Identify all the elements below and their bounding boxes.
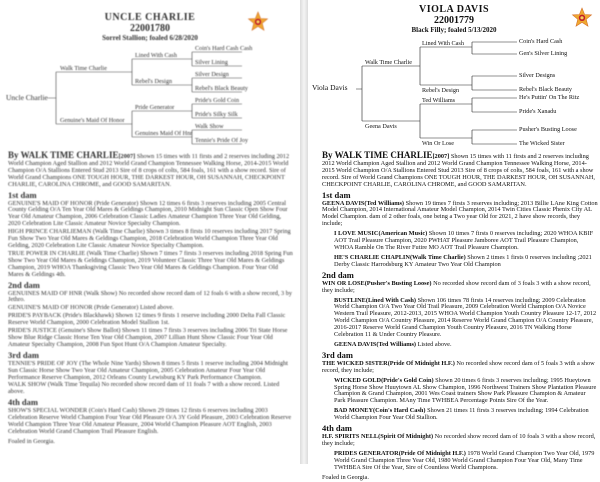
pedigree-sss: Coin's Hard Cash Cash xyxy=(195,45,253,52)
horse-sire: (Pusher's Busting Loose) xyxy=(364,279,432,287)
pedigree-dss: Pride's Gold Coin xyxy=(195,97,240,104)
section-heading: 3rd dam xyxy=(8,349,39,360)
offspring-entry: GENUINE'S MAID OF HONOR (Pride Generator) Shown 12 times 6 firsts 3 reserves including 2005 Central County Gelding O/A Ten Year Old Mares & Geldings Champion, 2010 Midnight Sun Classic Open Show Four Year Old Amateur Champion, 2006 Celebration Classic Ladies Amateur Champion Three Year Old Gelding, 2020 Celebration Lite Classic Amateur Novice Specialty Champion. xyxy=(8,199,288,228)
left-page xyxy=(0,0,300,464)
horse-name: HE'S CHARLIE CHAPLIN xyxy=(334,253,410,261)
left-body xyxy=(8,152,294,462)
star-badge-icon xyxy=(248,12,268,32)
pedigree-tree xyxy=(6,46,296,150)
offspring-entry: SHOW'S SPECIAL WONDER (Coin's Hard Cash) Shown 29 times 12 firsts 6 reserves including 2003 Celebration Reserve World Champion Four Year Old Pleasure O/A 3Y Gold Pleasure, 2003 Celebration Reserve World Champion Three Year Old Amateur Pleasure, 2004 World Champion Pleasure AOT English, 2003 Celebration World Grand Champion Trail Pleasure English. xyxy=(8,407,292,435)
section-heading: 1st dam xyxy=(8,189,37,200)
offspring-entry: HIGH PRINCE CHARLIEMAN (Walk Time Charlie) Shown 3 times 8 firsts 10 reserves including 2017 Spring Fun Show Two Year Old Mares & Geldings Champion, 2018 Celebration World Champion Three Year Old Gelding, 2020 Celebration Lite Classic Amateur Novice Specialty Champion. xyxy=(8,228,291,249)
horse-description: Sorrel Stallion; foaled 6/28/2020 xyxy=(102,34,198,42)
offspring-entry: GENUINES MAID OF HNR (Walk Show) No recorded show record dam of 12 foals 6 with a show record, 3 by Jethro. xyxy=(8,289,293,304)
record-text: No recorded show record dam of 5 foals 3 with a show record, they include; xyxy=(322,359,595,374)
record-text: Shown 106 times 78 firsts 14 reserves including; 2009 Celebration World Champion O/A Two Year Old Trail Pleasure, 2009 Celebration World Champion O/A Novice Western Trail Pleasure, 2012-2013, 2015 WHOA World Champion Youth Country Pleasure 12-17, 2012 World Champion O/A Country Pleasure, 2014 Reserve World Grand Champion O/A Country Pleasure, 2016-2017 Reserve World Grand Champion Youth Country Pleasure, 2016 TN Walking Horse Celebration 11 & Under Country Pleasure. xyxy=(334,296,597,339)
record-text: Shown 2 times 1 firsts 0 reserves including ;2021 Derby Classic Harrodsburg KY Amateur Two Year Old Champion xyxy=(334,253,592,268)
horse-sire: (Walk Time Charlie) xyxy=(409,253,466,261)
pedigree-sds: Silver Designs xyxy=(519,72,556,79)
record-text: Shown 21 times 11 firsts 3 reserves including; 1994 Celebration World Champion Four Year Old Stallion. xyxy=(334,407,589,422)
pedigree-dds: Pusher's Busting Loose xyxy=(519,126,577,133)
horse-sire: (Ted Williams) xyxy=(376,340,417,348)
offspring-entry xyxy=(322,342,598,349)
registration-number: 22001779 xyxy=(434,15,474,26)
right-page xyxy=(308,0,600,481)
record-text: Shown 20 times 6 firsts 3 reserves including; 1995 Hueytown Spring Horse Show Huuytown AL Show Champion, 1996 Northwest Trainers Show Plantation Pleasure Champion & Grand Champion, 2001 Wes Coast trainers Show Park Pleasure Champion & Amateur Park Pleasure Champion. MAny Time TWHBEA Percentage Points Sire Of the Year. xyxy=(334,376,597,405)
record-text: Shown 19 times 7 firsts 3 reserves including; 2013 Billie LAne King Cotton Model Champion, 2014 International Amateur Model Champion, 2014 Twin Cities Classic Phenix City AL Model Champion. dam of 2 other foals, one being a Two year Old for 2021, 2 have show records, they include; xyxy=(322,199,598,228)
intro-sire-year: [2007] xyxy=(118,153,136,160)
pedigree-dam: Geena Davis xyxy=(365,123,397,130)
horse-description: Black Filly; foaled 5/13/2020 xyxy=(411,26,497,34)
horse-name: H.F. SPIRITS NELL xyxy=(322,433,379,441)
offspring-entry: WALK SHOW (Walk Time Tequila) No recorded show record dam of 11 foals 7 with a show record. Listed above. xyxy=(8,381,280,396)
intro-sire-name: By WALK TIME CHARLIE xyxy=(8,150,119,160)
record-text: No recorded show record dam of 3 foals 3 with a show record, they include; xyxy=(322,279,591,294)
offspring-entry xyxy=(322,361,598,375)
pedigree-ddd: The Wicked Sister xyxy=(519,140,565,147)
pedigree-dam-sire: Pride Generator xyxy=(135,104,175,111)
intro-sire-year: [2007] xyxy=(432,153,450,160)
horse-name: WICKED GOLD xyxy=(334,376,382,384)
intro-text: Shown 15 times with 11 firsts and 2 reserves including 2012 World Champion Aged Stallion and 2012 World Grand Champion Tennessee Walking Horse, 2014-2015 World Champion O/A Stallions Entered Stud 2013 Sire of 8 crops of colts, 584 foals, 161 with a show record. Sire of World Grand Champions ONE TOUGH HOUR, THE DARKEST HOUR, OH SUSANNAH, CHECKPOINT CHARLIE, CAROLINA CHROME, and GOOD SAMARITAN. xyxy=(8,153,290,188)
star-badge-icon xyxy=(572,8,592,28)
section-heading: 4th dam xyxy=(8,397,38,408)
offspring-entry xyxy=(322,231,598,252)
pedigree-dsd: Pride's Silky Silk xyxy=(195,111,238,118)
sire-intro xyxy=(322,152,598,189)
pedigree-sdd: Rebel's Black Beauty xyxy=(195,85,249,92)
page-gutter xyxy=(300,0,308,464)
offspring-entry: GENUINE'S MAID OF HONOR (Pride Generator) Listed above. xyxy=(8,304,174,312)
footer-note: Foaled in Georgia. xyxy=(322,473,369,481)
pedigree-dam-dam: Win Or Lose xyxy=(422,140,455,147)
pedigree-sdd: Rebel's Black Beauty xyxy=(519,86,573,93)
horse-name: GEENA DAVIS xyxy=(334,340,377,348)
pedigree-sire: Walk Time Charlie xyxy=(60,65,107,72)
horse-name: PRIDES GENERATOR xyxy=(334,449,399,457)
section-heading: 2nd dam xyxy=(322,269,354,280)
offspring-entry xyxy=(322,434,598,448)
pedigree-sire: Walk Time Charlie xyxy=(365,59,412,66)
pedigree-ssd: Silver Lining xyxy=(195,59,228,66)
offspring-entry: TENNIE'S PRIDE OF JOY (The Whole Nine Yards) Shown 8 times 5 firsts 1 reserve including 2004 Midnight Sun Classic Horse Show Two Year Old Amateur Champion, 2005 Celebration Amateur Four Year Old Performance Reserve Champion, 2012 Orleans County Lewisburg KY Park Performance Champion. xyxy=(8,359,288,381)
left-dam-sections xyxy=(8,191,294,436)
pedigree-dss: He's Puttin' On The Ritz xyxy=(519,94,580,101)
horse-sire: (Spirit Of Midnight) xyxy=(378,433,434,441)
pedigree-ssd: Gen's Silver Lining xyxy=(519,50,568,57)
record-text: Listed above. xyxy=(416,340,452,348)
record-text: 1978 World Grand Champion Two Year Old, 1979 World Grand Champion Three Year Old, 1980 World Grand Champion Four Year Old, Many Time TWHBEA Sire Of the Year, Sire of Countless World Champions. xyxy=(334,449,595,471)
pedigree-sire-dam: Rebel's Design xyxy=(422,87,460,94)
pedigree-sire-sire: Lined With Cash xyxy=(135,52,177,59)
offspring-entry xyxy=(322,255,598,269)
horse-sire: (Ted Williams) xyxy=(364,199,405,207)
offspring-entry xyxy=(322,281,598,295)
right-body xyxy=(322,150,598,481)
horse-sire: (Pride Of Midnight H.F.) xyxy=(398,449,466,457)
sire-intro xyxy=(8,152,294,189)
record-text: No recorded show record dam of 10 foals 3 with a show record, they include; xyxy=(322,433,596,447)
pedigree-tree xyxy=(312,38,598,150)
pedigree-dsd: Pride's Xanadu xyxy=(519,108,557,115)
registration-number: 22001780 xyxy=(130,23,170,34)
pedigree-ddd: Tennie's Pride Of Joy xyxy=(195,137,249,144)
section-heading: 4th dam xyxy=(322,423,352,434)
horse-name: GEENA DAVIS xyxy=(322,199,365,207)
right-header xyxy=(308,4,600,34)
horse-name: I LOVE MUSIC xyxy=(334,230,379,238)
section-heading: 1st dam xyxy=(322,189,351,200)
offspring-entry xyxy=(322,451,598,472)
intro-text: Shown 15 times with 11 firsts and 2 reserves including 2012 World Champion Aged Stallion and 2012 World Grand Champion Tennessee Walking Horse, 2014-2015 World Champion O/A Stallions Entered Stud 2013 Sire of 8 crops of colts, 584 foals, 161 with a show record. Sire of World Grand Champions ONE TOUGH HOUR, THE DARKEST HOUR, OH SUSANNAH, CHECKPOINT CHARLIE, CAROLINA CHROME, and GOOD SAMARITAN. xyxy=(322,153,595,188)
pedigree-dam: Genuine's Maid Of Honor xyxy=(60,117,125,124)
section-heading: 2nd dam xyxy=(8,279,40,290)
horse-name: BAD MONEY xyxy=(334,407,374,415)
pedigree-dam-sire: Ted Williams xyxy=(422,97,456,104)
horse-sire: (American Music) xyxy=(378,230,428,238)
record-text: Shown 10 times 7 firsts 0 reserves including; 2020 WHOA KBIF AOT Trail Pleasure Champion, 2020 PWHAT Pleasure Jamboree AOT Trail Pleasure Champion, WHOA Ramble On The River Futire MO AOT Trail Pleasure Champion. xyxy=(334,230,594,251)
pedigree-dam-dam: Genuines Maid Of Hnr xyxy=(135,130,193,137)
pedigree-sss: Coin's Hard Cash xyxy=(519,38,563,45)
pedigree-sire-sire: Lined With Cash xyxy=(422,40,464,47)
offspring-entry xyxy=(322,408,598,422)
pedigree-dds: Walk Show xyxy=(195,123,224,130)
horse-sire: (Pride Of Midnight H.F.) xyxy=(387,359,455,367)
pedigree-sire-dam: Rebel's Design xyxy=(135,78,173,85)
horse-name: UNCLE CHARLIE xyxy=(104,12,196,23)
offspring-entry: PRIDE'S JUSTICE (Genuine's Show Ballot) Shown 11 times 7 firsts 3 reserves including 2006 Tri State Horse Show Blue Ridge Classic Horse Ten Year Old Champion, 2007 Lillian Hunt Show Classic Four Year Old Amateur Specialty Champion, 2008 Fun Spot Hunt O/A Champion Amateur Specialty. xyxy=(8,327,288,348)
offspring-entry xyxy=(322,378,598,406)
pedigree-sds: Silver Design xyxy=(195,71,229,78)
offspring-entry: TRUE POWER IN CHARLIE (Walk Time Charlie) Shown 7 times 7 firsts 3 reserves including 2018 Spring Fun Show Two Year Old Mares & Geldings Champion, 2019 Volunteer Classic Three Year Old Mares & Geldings Champion, 2019 WHOA Thanksgiving Classic Two Year Old Mares & Geldings Champion. Four Year Old Mares & Geldings 4th. xyxy=(8,249,293,278)
horse-name: WIN OR LOSE xyxy=(322,279,365,287)
pedigree-subject: Viola Davis xyxy=(312,83,348,92)
horse-name: THE WICKED SISTER xyxy=(322,359,388,367)
intro-sire-name: By WALK TIME CHARLIE xyxy=(322,150,433,160)
pedigree-subject: Uncle Charlie xyxy=(6,93,48,102)
offspring-entry xyxy=(322,298,598,339)
offspring-entry: PRIDE'S PAYBACK (Pride's Blackhawk) Shown 12 times 9 firsts 1 reserve including 2000 Delta Fall Classic Reserve World Champion, 2000 Celebration Model Stallion 1st. xyxy=(8,312,286,327)
horse-sire: (Coin's Hard Cash) xyxy=(373,407,426,415)
section-heading: 3rd dam xyxy=(322,349,353,360)
horse-sire: (Pride's Gold Coin) xyxy=(381,376,434,384)
horse-name: VIOLA DAVIS xyxy=(418,4,490,15)
horse-sire: (Lined With Cash) xyxy=(365,296,417,304)
horse-name: BUSTLINE xyxy=(334,296,366,304)
footer-note: Foaled in Georgia. xyxy=(8,437,55,445)
right-dam-sections xyxy=(322,191,598,472)
offspring-entry xyxy=(322,201,598,229)
